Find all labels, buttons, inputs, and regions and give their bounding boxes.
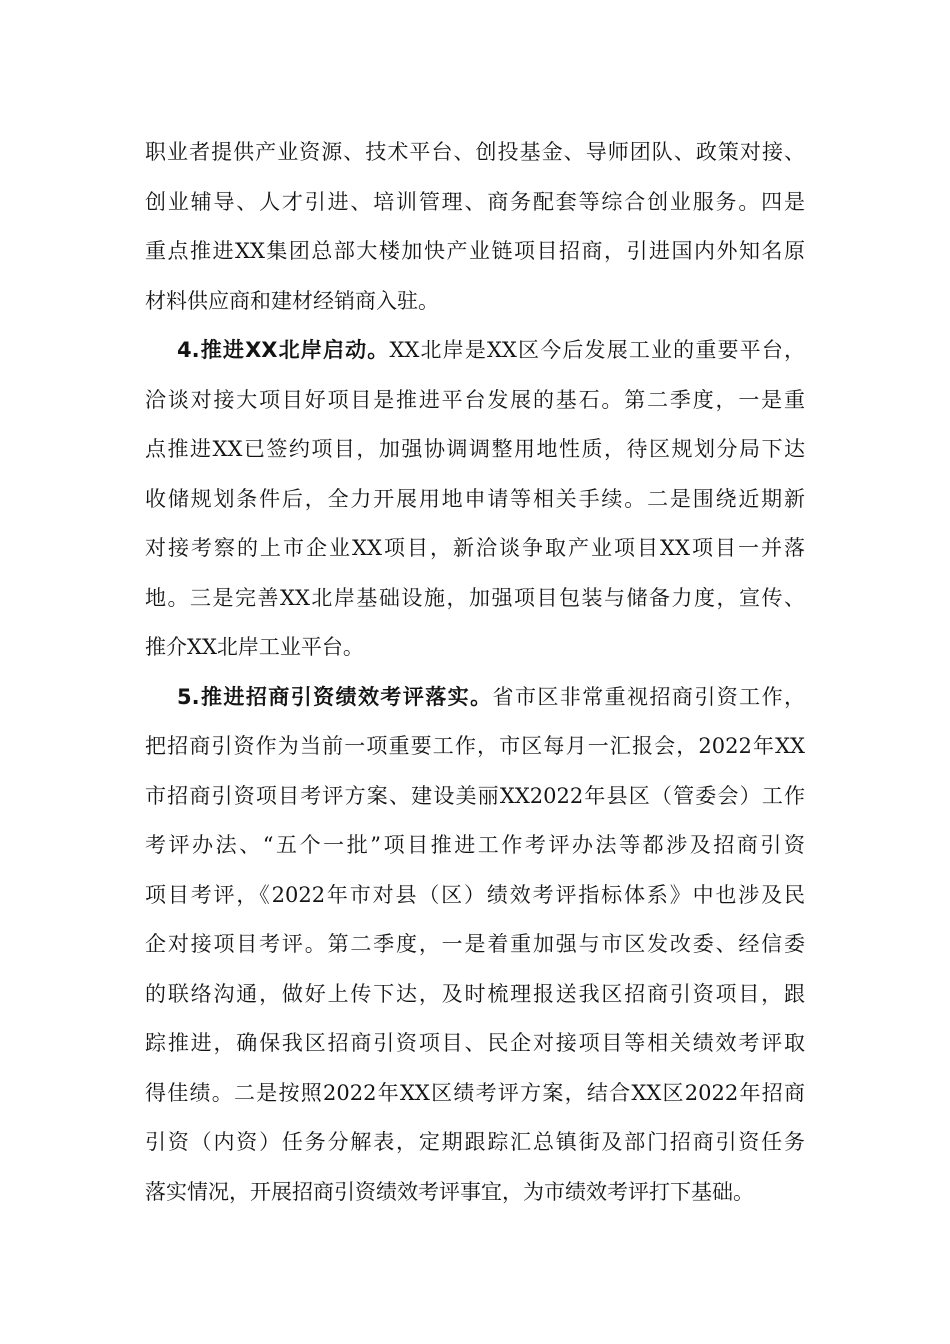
text-line: 考评办法、“五个一批”项目推进工作考评办法等都涉及招商引资 xyxy=(145,833,805,857)
text-line: 材料供应商和建材经销商入驻。 xyxy=(145,288,439,313)
paragraph-continuation xyxy=(145,128,805,326)
text-line: 重点推进XX集团总部大楼加快产业链项目招商，引进国内外知名原 xyxy=(145,239,805,263)
text-line: 项目考评，《2022年市对县（区）绩效考评指标体系》中也涉及民 xyxy=(145,882,805,907)
document-body xyxy=(145,128,805,1217)
text-line: 把招商引资作为当前一项重要工作，市区每月一汇报会，2022年XX xyxy=(145,734,805,758)
paragraph-performance-evaluation xyxy=(145,673,805,1218)
text-line: 企对接项目考评。第二季度，一是着重加强与市区发改委、经信委 xyxy=(145,932,805,956)
text-line: 引资（内资）任务分解表，定期跟踪汇总镇街及部门招商引资任务 xyxy=(145,1130,805,1154)
text-line: 推介XX北岸工业平台。 xyxy=(145,635,364,659)
text-line: 收储规划条件后，全力开展用地申请等相关手续。二是围绕近期新 xyxy=(145,486,805,511)
text-run: 省市区非常重视招商引资工作， xyxy=(492,684,806,709)
text-line: 点推进XX已签约项目，加强协调调整用地性质，待区规划分局下达 xyxy=(145,437,805,461)
section-heading-4: 4.推进XX北岸启动。 xyxy=(177,338,390,362)
text-line: 洽谈对接大项目好项目是推进平台发展的基石。第二季度，一是重 xyxy=(145,387,805,412)
text-line: 对接考察的上市企业XX项目，新洽谈争取产业项目XX项目一并落 xyxy=(145,536,805,560)
text-line: 落实情况，开展招商引资绩效考评事宜，为市绩效考评打下基础。 xyxy=(145,1179,754,1204)
paragraph-beian-launch xyxy=(145,326,805,673)
text-line: 的联络沟通，做好上传下达，及时梳理报送我区招商引资项目，跟 xyxy=(145,981,805,1006)
text-line: 踪推进，确保我区招商引资项目、民企对接项目等相关绩效考评取 xyxy=(145,1031,805,1055)
paragraph-first-line xyxy=(145,326,805,376)
text-line: 地。三是完善XX北岸基础设施，加强项目包装与储备力度，宣传、 xyxy=(145,585,805,610)
text-line: 得佳绩。二是按照2022年XX区绩考评方案，结合XX区2022年招商 xyxy=(145,1080,805,1105)
text-run: XX北岸是XX区今后发展工业的重要平台， xyxy=(389,338,805,362)
text-line: 职业者提供产业资源、技术平台、创投基金、导师团队、政策对接、 xyxy=(145,140,805,164)
paragraph-first-line xyxy=(145,673,805,723)
section-heading-5: 5.推进招商引资绩效考评落实。 xyxy=(177,684,493,709)
text-line: 市招商引资项目考评方案、建设美丽XX2022年县区（管委会）工作 xyxy=(145,783,805,808)
text-line: 创业辅导、人才引进、培训管理、商务配套等综合创业服务。四是 xyxy=(145,189,805,214)
